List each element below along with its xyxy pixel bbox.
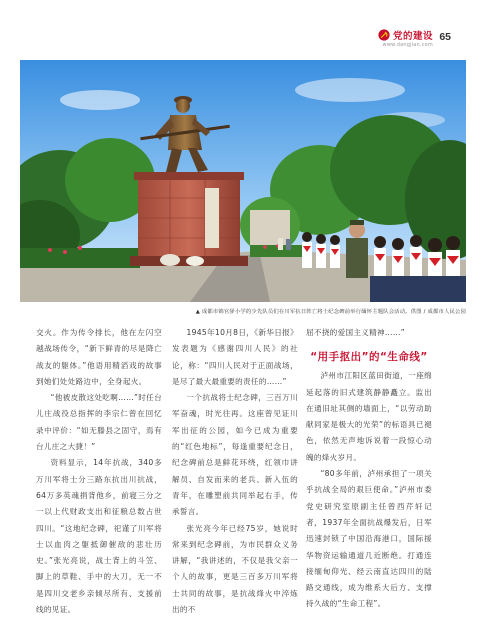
paragraph: “80多年前，泸州承担了一项关乎抗战全局的艰巨使命。”泸州市委党史研究室原副主任曾西芹轩记者，1937年全面抗战爆发后，日军迅速封锁了中国沿海港口，国际援华物资运输通道几近断绝。打通连接缅甸仰光、经云南直达四川的陆路交通线，成为维系大后方、支撑持久战的“生命工程”。	[306, 469, 432, 609]
paragraph: 屈不挠的爱国主义精神……”	[306, 328, 405, 337]
paragraph: “他被皮散这处吃啊……”时任台儿庄战役总指挥的李宗仁曾在回忆录中评价：“如无滕县之固守，焉有台儿庄之大捷！”	[36, 393, 162, 452]
photo-caption: ▲ 成都市锦官驿小学的少先队员们在川军抗日阵亡将士纪念碑前举行缅怀主题队会活动。供图 / 成都市人民公园	[195, 309, 466, 315]
photo-illustration	[20, 60, 466, 302]
paragraph: 1945年10月8日，《新华日报》发表题为《感谢四川人民》的社论，称：“四川人民对于正面战场，是尽了最大最重要的责任的……”	[172, 328, 298, 386]
magazine-logo	[378, 28, 433, 42]
text-column-1	[36, 325, 162, 618]
memorial-photo	[20, 60, 466, 302]
paragraph: 泸州市江阳区蓝田街道，一座绵延起落的旧式建筑静静矗立。监出在通旧址其侧的墙面上，“以劳动助献同家是极大的光荣”的标语具已褪色，依然无声地诉说着一段惊心动魄的烽火岁月。	[306, 371, 432, 462]
paragraph: 张光亮今年已经75岁，她说时常来到纪念碑前，为市民群众义务讲解，“我讲述的，不仅是我父亲一个人的故事，更是三百多万川军将士共同的故事，是抗战烽火中淬炼出的不	[172, 523, 298, 615]
paragraph: 交火。作为传令排长，他在左闪空越战场传令，“新下鲜青的尽是降亡战友的躯体。”他语用精滔戏的故事到她们处处路边中，全身起火。	[36, 328, 162, 386]
paragraph: 资料显示，14年抗战，340多万川军将士分三路东抗出川抗战，64万多英魂捐背他乡，前寝三分之一以上代财政支出和征粮总数占世四川。“这地纪念碑，祀谨了川军将士以血肉之躯抵御催敌的悲壮历史。”张光亮说，战士背上的斗笠、脚上的草鞋、手中的大刀，无一不是四川交老乡亲倾尽所有、支援前线的见证。	[36, 458, 162, 615]
logo-text: 党的建设	[392, 31, 433, 42]
paragraph: 一个抗战将士纪念碑，三百万川军奋魂，时光往再。这座曾见证川军出征的公园，如今已成为重要的“红色地标”，每逢重要纪念日，纪念碑前总是鲜花环绕，红领巾讲解员、自发而来的老兵、新入伍的青年，在雕塑前共同举起右手，传承誓言。	[172, 393, 298, 517]
page-number: 65	[439, 31, 451, 43]
page-header	[0, 0, 485, 62]
text-column-2	[172, 325, 298, 618]
website-url: www.dangjian.com	[382, 42, 433, 48]
section-heading: “用手抠出”的“生命线”	[310, 351, 428, 364]
party-emblem-icon	[378, 29, 390, 41]
text-column-3	[306, 325, 432, 613]
